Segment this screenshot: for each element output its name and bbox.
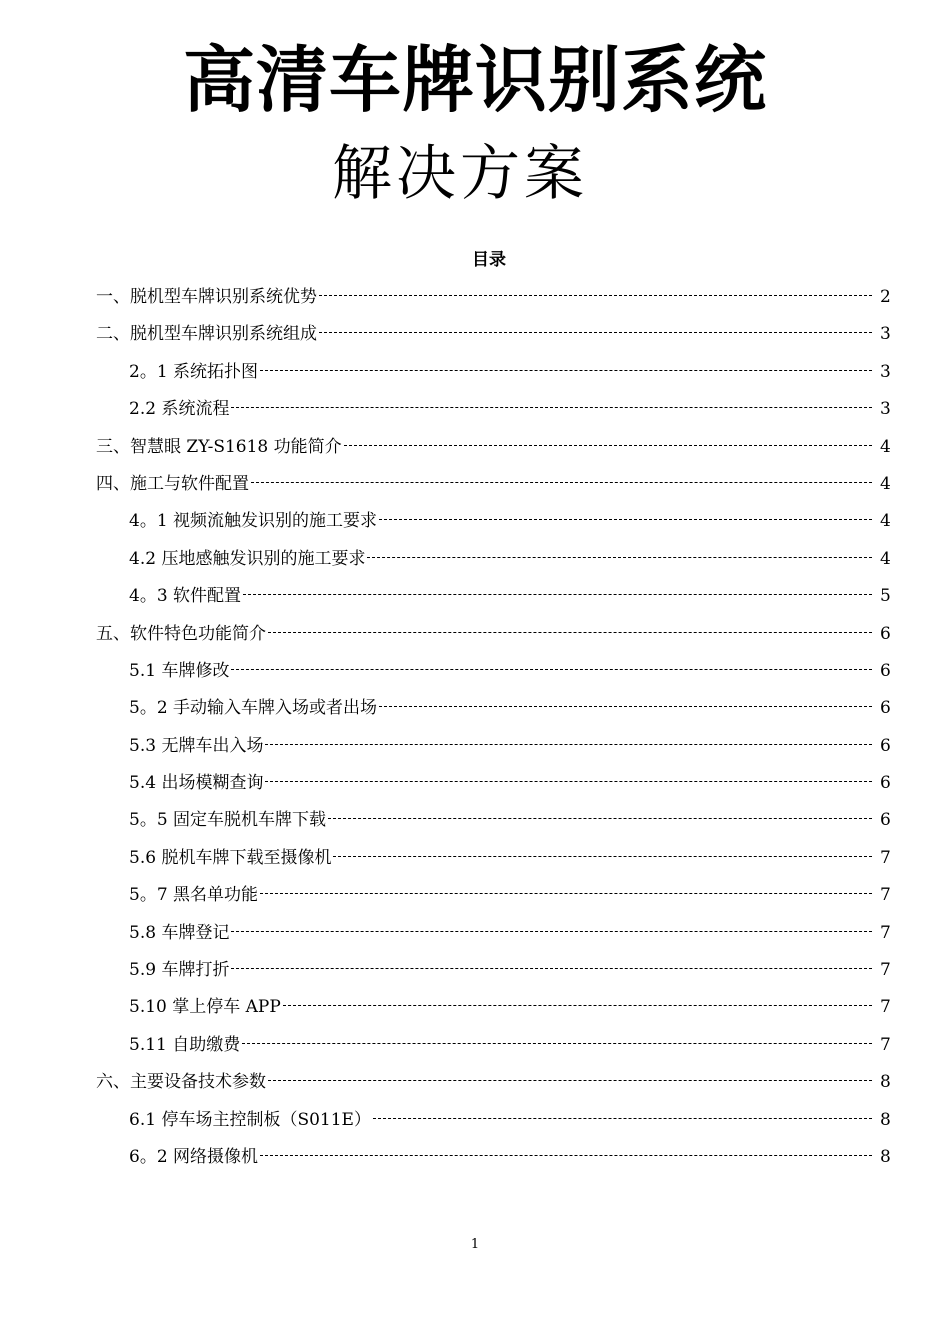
toc-dot-leader (367, 556, 872, 558)
page-number: 1 (470, 1237, 480, 1252)
toc-entry-title: 5.1 车牌修改 (129, 660, 230, 681)
toc-entry-title: 5.3 无牌车出入场 (129, 735, 264, 756)
toc-entry-title: 5。2 手动输入车牌入场或者出场 (129, 698, 378, 719)
toc-dot-leader (251, 481, 872, 483)
toc-dot-leader (283, 1004, 872, 1006)
toc-entry-page: 7 (880, 997, 891, 1018)
toc-entry[interactable] (96, 1107, 890, 1144)
toc-entry-page: 7 (880, 885, 891, 906)
toc-entry-title: 5.9 车牌打折 (129, 960, 230, 981)
toc-entry-page: 8 (880, 1072, 891, 1093)
toc-entry-page: 6 (880, 698, 891, 719)
toc-dot-leader (231, 668, 872, 670)
toc-entry-page: 2 (880, 287, 891, 307)
toc-entry-page: 6 (880, 773, 891, 794)
toc-entry-title: 5.8 车牌登记 (129, 922, 230, 943)
toc-entry[interactable] (96, 658, 890, 695)
toc-entry-title: 六、主要设备技术参数 (96, 1072, 266, 1093)
toc-entry-title: 2.2 系统流程 (129, 399, 230, 420)
toc-entry[interactable] (96, 321, 890, 358)
toc-entry-page: 4 (880, 548, 891, 569)
toc-entry[interactable] (96, 284, 890, 321)
toc-dot-leader (319, 294, 872, 296)
toc-entry[interactable] (96, 733, 890, 770)
toc-entry[interactable] (96, 583, 890, 620)
toc-entry-page: 7 (880, 1034, 891, 1055)
toc-dot-leader (260, 369, 872, 371)
toc-entry-title: 一、脱机型车牌识别系统优势 (96, 287, 317, 307)
toc-dot-leader (265, 743, 872, 745)
toc-entry-title: 5.10 掌上停车 APP (129, 997, 281, 1018)
toc-dot-leader (379, 518, 872, 520)
toc-dot-leader (333, 855, 872, 857)
toc-entry[interactable] (96, 920, 890, 957)
toc-entry[interactable] (96, 434, 890, 471)
toc-entry-page: 3 (880, 361, 891, 382)
toc-dot-leader (231, 930, 872, 932)
toc-entry[interactable] (96, 1144, 890, 1181)
toc-entry-title: 6.1 停车场主控制板（S011E） (129, 1109, 371, 1130)
toc-dot-leader (260, 1154, 872, 1156)
toc-entry[interactable] (96, 882, 890, 919)
toc-entry-title: 5。7 黑名单功能 (129, 885, 259, 906)
toc-entry[interactable] (96, 1032, 890, 1069)
toc-entry-page: 7 (880, 922, 891, 943)
toc-entry-page: 3 (880, 399, 891, 420)
document-subtitle: 解决方案 (332, 139, 588, 209)
toc-dot-leader (373, 1117, 872, 1119)
toc-entry-title: 5。5 固定车脱机车牌下载 (129, 810, 327, 831)
document-title: 高清车牌识别系统 (182, 38, 767, 122)
toc-entry-title: 四、施工与软件配置 (96, 473, 249, 494)
toc-entry[interactable] (96, 508, 890, 545)
toc-dot-leader (243, 593, 872, 595)
toc-entry-page: 4 (880, 436, 891, 457)
toc-entry-page: 5 (880, 586, 891, 607)
toc-entry-page: 8 (880, 1109, 891, 1130)
toc-entry-page: 6 (880, 623, 891, 644)
toc-dot-leader (379, 705, 872, 707)
toc-entry-page: 3 (880, 324, 891, 345)
toc-entry-page: 8 (880, 1146, 891, 1167)
toc-entry-title: 4。1 视频流触发识别的施工要求 (129, 511, 378, 532)
toc-dot-leader (344, 444, 872, 446)
toc-entry[interactable] (96, 994, 890, 1031)
toc-entry-page: 6 (880, 735, 891, 756)
toc-dot-leader (242, 1042, 872, 1044)
toc-entry-page: 7 (880, 847, 891, 868)
toc-dot-leader (328, 817, 872, 819)
toc-dot-leader (268, 1079, 872, 1081)
toc-dot-leader (231, 406, 872, 408)
toc-entry[interactable] (96, 845, 890, 882)
toc-entry-page: 7 (880, 960, 891, 981)
toc-entry[interactable] (96, 396, 890, 433)
toc-dot-leader (265, 780, 872, 782)
toc-entry[interactable] (96, 807, 890, 844)
toc-entry-title: 6。2 网络摄像机 (129, 1146, 259, 1167)
toc-entry-title: 5.6 脱机车牌下载至摄像机 (129, 847, 332, 868)
toc-entry-title: 5.4 出场模糊查询 (129, 773, 264, 794)
toc-entry-title: 二、脱机型车牌识别系统组成 (96, 324, 317, 345)
toc-entry-title: 4.2 压地感触发识别的施工要求 (129, 548, 366, 569)
toc-entry[interactable] (96, 471, 890, 508)
toc-entry-page: 4 (880, 473, 891, 494)
toc-dot-leader (260, 892, 872, 894)
toc-heading: 目录 (472, 250, 506, 270)
toc-entry-title: 2。1 系统拓扑图 (129, 361, 259, 382)
toc-entry[interactable] (96, 621, 890, 658)
toc-dot-leader (268, 631, 872, 633)
toc-dot-leader (319, 331, 872, 333)
toc-entry[interactable] (96, 770, 890, 807)
toc-entry[interactable] (96, 546, 890, 583)
toc-entry[interactable] (96, 359, 890, 396)
toc-entry[interactable] (96, 957, 890, 994)
toc-entry-page: 6 (880, 810, 891, 831)
toc-entry-title: 五、软件特色功能简介 (96, 623, 266, 644)
toc-entry-title: 5.11 自助缴费 (129, 1034, 241, 1055)
toc-dot-leader (231, 967, 872, 969)
table-of-contents (96, 284, 890, 1181)
toc-entry[interactable] (96, 695, 890, 732)
toc-entry-page: 4 (880, 511, 891, 532)
toc-entry-page: 6 (880, 660, 891, 681)
toc-entry-title: 三、智慧眼 ZY-S1618 功能简介 (96, 436, 342, 457)
toc-entry-title: 4。3 软件配置 (129, 586, 242, 607)
toc-entry[interactable] (96, 1069, 890, 1106)
